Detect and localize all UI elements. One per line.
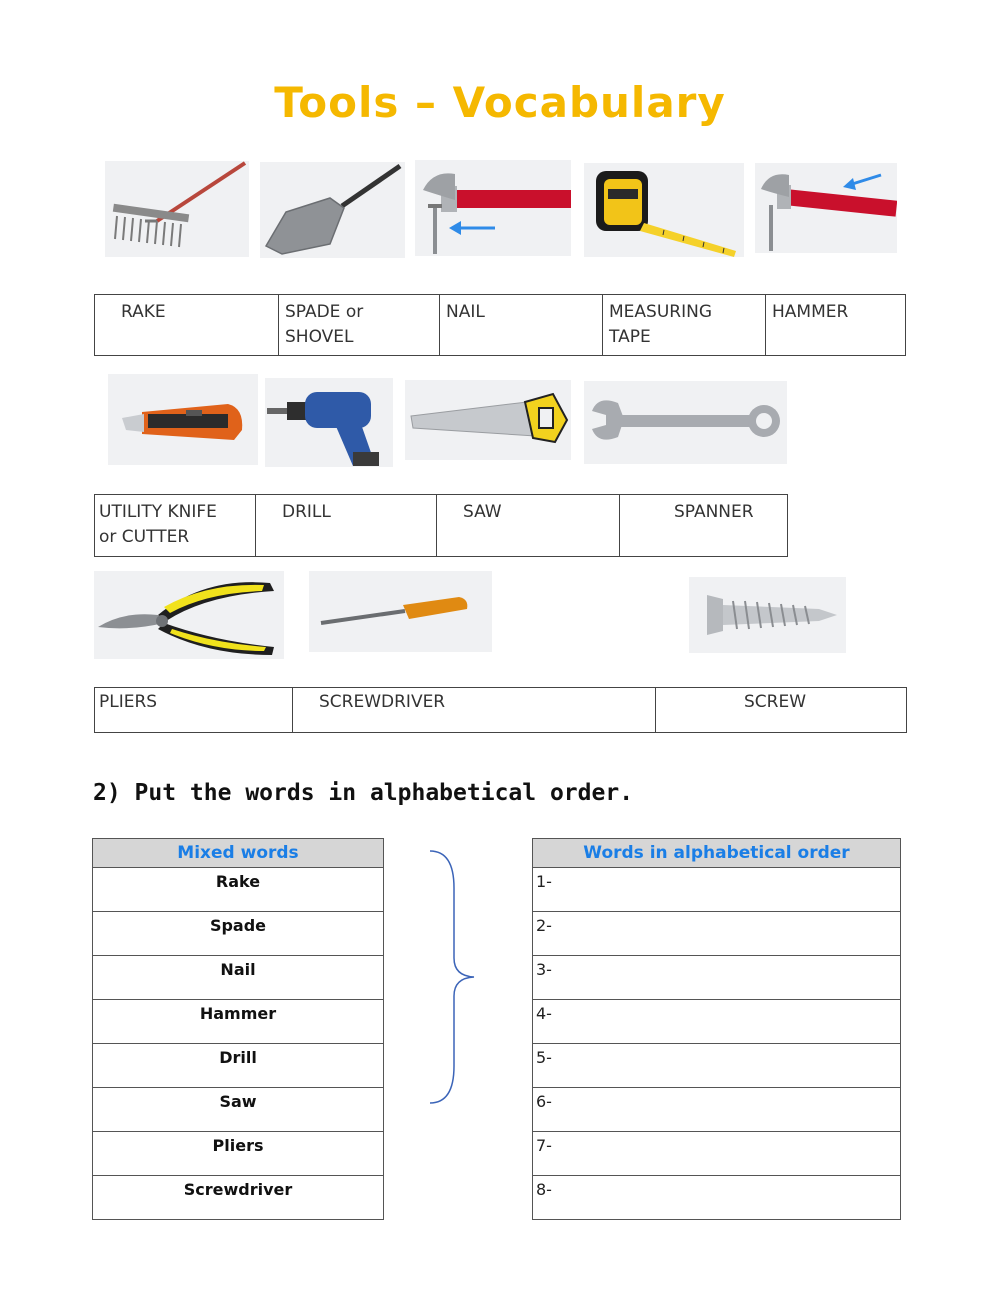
mixed-word: Pliers [93, 1132, 384, 1176]
screw-image [689, 577, 846, 653]
label-nail: NAIL [440, 295, 603, 356]
alphabetical-order-table [532, 838, 901, 1220]
spade-image [260, 162, 405, 258]
mixed-word: Screwdriver [93, 1176, 384, 1220]
label-spanner: SPANNER [620, 495, 788, 557]
drill-image [265, 378, 393, 467]
mixed-word: Saw [93, 1088, 384, 1132]
answer-slot[interactable]: 6- [533, 1088, 901, 1132]
measuring-tape-image [584, 163, 744, 257]
vocabulary-table-row-3 [94, 687, 907, 733]
answer-slot[interactable]: 2- [533, 912, 901, 956]
label-saw: SAW [437, 495, 620, 557]
spanner-image [584, 381, 787, 464]
mixed-words-table [92, 838, 384, 1220]
answer-slot[interactable]: 5- [533, 1044, 901, 1088]
utility-knife-image [108, 374, 258, 465]
vocabulary-table-row-2 [94, 494, 788, 557]
saw-image [405, 380, 571, 460]
label-screwdriver: SCREWDRIVER [293, 688, 656, 733]
exercise-heading: 2) Put the words in alphabetical order. [93, 780, 634, 806]
curly-brace-icon [428, 848, 480, 1106]
label-screw: SCREW [656, 688, 907, 733]
hammer-image [755, 163, 897, 253]
mixed-word: Spade [93, 912, 384, 956]
mixed-word: Rake [93, 868, 384, 912]
alphabetical-order-header: Words in alphabetical order [533, 839, 901, 868]
label-pliers: PLIERS [95, 688, 293, 733]
screwdriver-image [309, 571, 492, 652]
answer-slot[interactable]: 7- [533, 1132, 901, 1176]
answer-slot[interactable]: 3- [533, 956, 901, 1000]
label-spade: SPADE or SHOVEL [279, 295, 440, 356]
answer-slot[interactable]: 1- [533, 868, 901, 912]
rake-image [105, 161, 249, 257]
nail-image [415, 160, 571, 256]
label-measuring-tape: MEASURING TAPE [603, 295, 766, 356]
label-hammer: HAMMER [766, 295, 906, 356]
mixed-word: Nail [93, 956, 384, 1000]
page-title: Tools – Vocabulary [274, 78, 726, 127]
answer-slot[interactable]: 4- [533, 1000, 901, 1044]
vocabulary-table-row-1 [94, 294, 906, 356]
label-rake: RAKE [95, 295, 279, 356]
label-utility-knife: UTILITY KNIFE or CUTTER [95, 495, 256, 557]
label-drill: DRILL [256, 495, 437, 557]
mixed-word: Hammer [93, 1000, 384, 1044]
answer-slot[interactable]: 8- [533, 1176, 901, 1220]
mixed-word: Drill [93, 1044, 384, 1088]
mixed-words-header: Mixed words [93, 839, 384, 868]
pliers-image [94, 571, 284, 659]
